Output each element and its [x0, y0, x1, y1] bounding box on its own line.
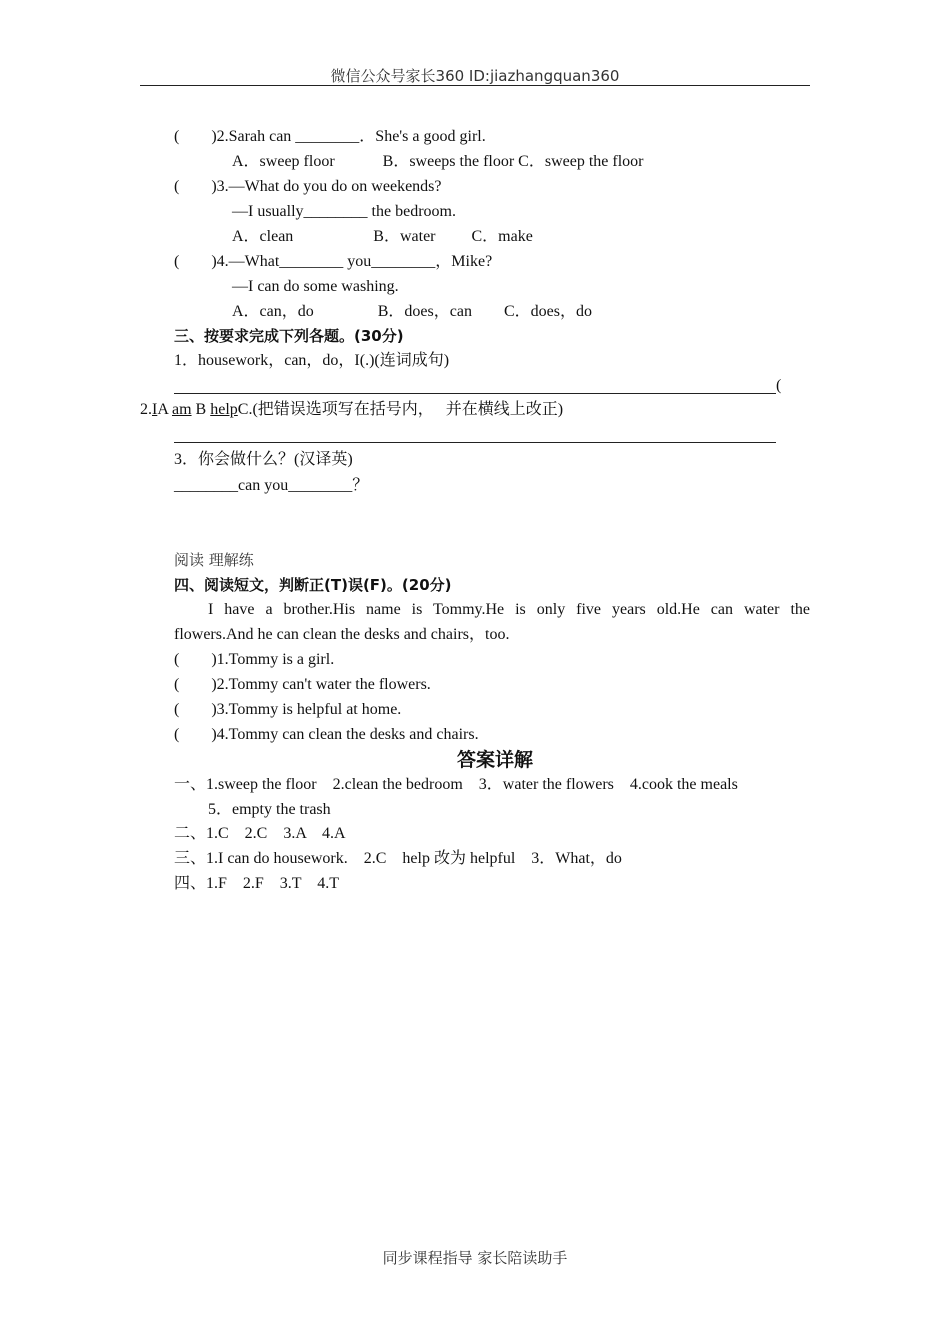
page-header: 微信公众号家长360 ID:jiazhangquan360 — [330, 67, 620, 85]
answer-section-2: 二、1.C 2.C 3.A 4.A — [174, 825, 346, 842]
question-3-response: —I usually________ the bedroom. — [232, 203, 456, 220]
question-4-response: —I can do some washing. — [232, 278, 399, 295]
passage-line-2: flowers.And he can clean the desks and chairs，too. — [174, 626, 510, 643]
answer-section-4: 四、1.F 2.F 3.T 4.T — [174, 875, 340, 892]
judge-item-4: ( )4.Tommy can clean the desks and chairs. — [174, 726, 479, 743]
question-4-options: A．can，do B．does，can C．does，do — [232, 303, 592, 320]
answer-section-3: 三、1.I can do housework. 2.C help 改为 helpful 3．What，do — [174, 850, 622, 867]
question-3: ( )3.—What do you do on weekends? — [174, 178, 442, 195]
answer-section-1: 一、1.sweep the floor 2.clean the bedroom 3．water the flowers 4.cook the meals — [174, 776, 738, 793]
question-2-options: A．sweep floor B．sweeps the floor C．sweep the floor — [232, 153, 644, 170]
passage-line-1: I have a brother.His name is Tommy.He is only five years old.He can water the — [208, 601, 810, 618]
section-3-title: 三、按要求完成下列各题。(30分) — [174, 327, 404, 345]
answer-line-2 — [174, 442, 776, 443]
section-3-question-1: 1．housework，can，do，I(.)(连词成句) — [174, 352, 450, 369]
judge-item-3: ( )3.Tommy is helpful at home. — [174, 701, 402, 718]
question-3-options: A．clean B．water C．make — [232, 228, 533, 245]
answer-section-1-cont: 5．empty the trash — [208, 801, 331, 818]
judge-item-2: ( )2.Tommy can't water the flowers. — [174, 676, 431, 693]
question-2: ( )2.Sarah can ________．She's a good girl. — [174, 128, 486, 145]
question-4: ( )4.—What________ you________，Mike? — [174, 253, 493, 270]
judge-item-1: ( )1.Tommy is a girl. — [174, 651, 335, 668]
section-3-question-3-blank: ________can you________？ — [174, 477, 369, 494]
header-divider — [140, 85, 810, 86]
answer-line-1 — [174, 393, 776, 394]
answers-title: 答案详解 — [456, 749, 533, 771]
section-3-question-2: 2.IA am B helpC.(把错误选项写在括号内， 并在横线上改正) — [140, 401, 564, 418]
reading-label: 阅读 理解练 — [174, 551, 254, 569]
answer-line-1-bracket: ( — [776, 377, 782, 394]
page-footer: 同步课程指导 家长陪读助手 — [382, 1249, 568, 1267]
section-3-question-3: 3．你会做什么？(汉译英) — [174, 451, 353, 468]
section-4-title: 四、阅读短文，判断正(T)误(F)。(20分) — [174, 576, 452, 594]
